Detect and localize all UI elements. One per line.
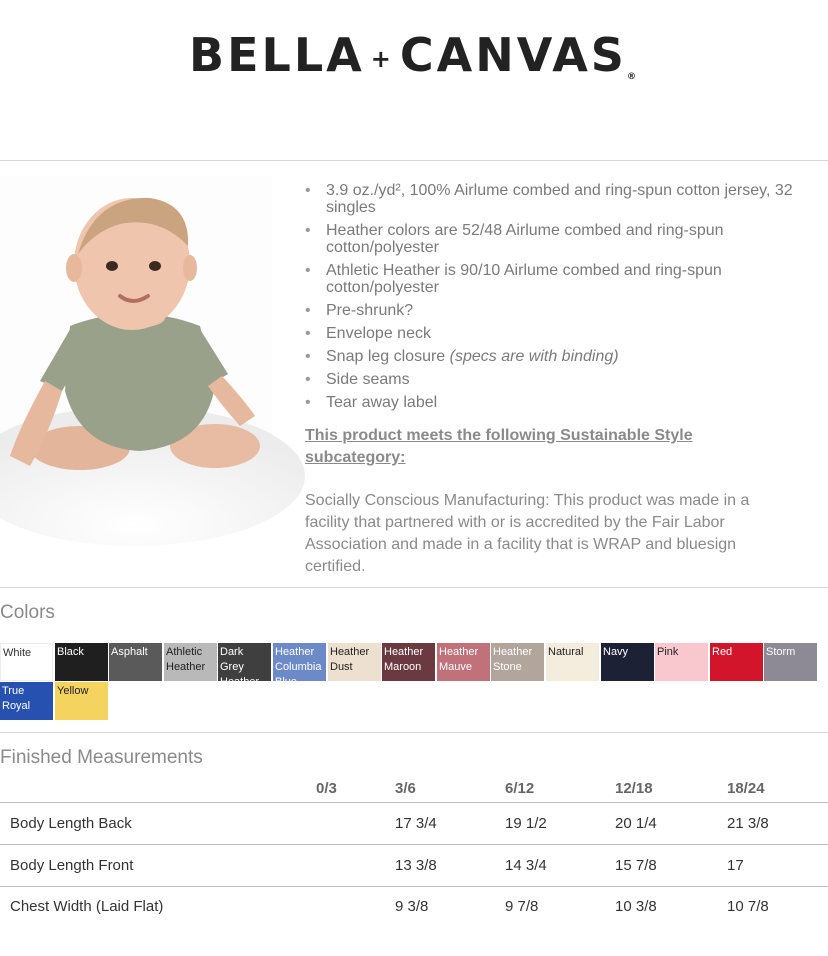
color-swatch-label: Black [57, 646, 84, 658]
color-swatch-label: White [3, 647, 32, 659]
row-label-body-length-back: Body Length Back [10, 815, 132, 832]
table-cell: 10 7/8 [727, 898, 769, 915]
feature-item [305, 394, 805, 411]
color-swatch-heather-dust[interactable] [328, 643, 381, 681]
colors-title: Colors [0, 602, 55, 623]
feature-item [305, 262, 805, 296]
color-swatch-label: Natural [548, 646, 584, 658]
color-swatch-label: Asphalt [111, 646, 148, 658]
color-swatch-yellow[interactable] [55, 682, 108, 720]
divider [0, 732, 828, 733]
table-cell: 15 7/8 [615, 857, 657, 874]
table-rule [0, 886, 828, 887]
color-swatch-storm[interactable] [764, 643, 817, 681]
feature-item [305, 222, 805, 256]
color-swatch-label: Yellow [57, 685, 89, 697]
color-swatch-navy[interactable] [601, 643, 654, 681]
color-swatch-heather-maroon[interactable] [382, 643, 435, 681]
row-label-body-length-front: Body Length Front [10, 857, 134, 874]
color-swatch-heather-mauve[interactable] [437, 643, 490, 681]
color-swatch-asphalt[interactable] [109, 643, 162, 681]
color-swatch-label: Heather Stone [493, 646, 533, 673]
feature-text: Heather colors are 52/48 Airlume combed and ring-spun cotton/polyester [326, 222, 724, 256]
color-swatch-label: Storm [766, 646, 796, 658]
size-header-6-12: 6/12 [505, 780, 535, 797]
row-label-chest-width: Chest Width (Laid Flat) [10, 898, 164, 915]
registered-mark: ® [626, 72, 639, 82]
feature-text: Tear away label [326, 394, 438, 411]
table-cell: 20 1/4 [615, 815, 657, 832]
color-swatch-label: Heather Dust [330, 646, 370, 673]
color-swatch-white[interactable] [0, 643, 53, 681]
color-swatch-heather-stone[interactable] [491, 643, 544, 681]
color-swatch-label: True Royal [2, 685, 31, 712]
color-swatch-label: Red [712, 646, 733, 658]
brand-logo [0, 28, 828, 82]
color-swatch-athletic-heather[interactable] [164, 643, 217, 681]
brand-logo-canvas: CANVAS [399, 28, 627, 82]
table-cell: 19 1/2 [505, 815, 547, 832]
color-swatch-label: Navy [603, 646, 629, 658]
color-swatch-black[interactable] [55, 643, 108, 681]
size-header-3-6: 3/6 [395, 780, 416, 797]
feature-text: Snap leg closure [326, 348, 446, 365]
color-swatch-label: Pink [657, 646, 679, 658]
size-header-0-3: 0/3 [316, 780, 337, 797]
color-swatch-true-royal[interactable] [0, 682, 53, 720]
table-rule [0, 844, 828, 845]
table-cell: 10 3/8 [615, 898, 657, 915]
color-swatch-dark-grey-heather[interactable] [218, 643, 271, 688]
feature-list [305, 182, 805, 417]
size-header-12-18: 12/18 [615, 780, 653, 797]
table-cell: 17 [727, 857, 744, 874]
product-photo [0, 176, 272, 512]
table-cell: 9 7/8 [505, 898, 539, 915]
feature-text: Envelope neck [326, 325, 431, 342]
divider [0, 160, 828, 161]
color-swatch-label: Athletic Heather [166, 646, 206, 673]
color-swatch-label: Heather Columbia Blue [275, 646, 322, 688]
table-cell: 9 3/8 [395, 898, 429, 915]
feature-text: Athletic Heather is 90/10 Airlume combed and ring-spun cotton/polyester [326, 262, 722, 296]
feature-note: (specs are with binding) [449, 348, 619, 365]
brand-logo-bella: BELLA [189, 28, 365, 82]
color-swatch-heather-columbia-blue[interactable] [273, 643, 326, 688]
table-cell: 21 3/8 [727, 815, 769, 832]
sustainable-description: Socially Conscious Manufacturing: This product was made in a facility that partnered with or is accredited by the Fair Labor Association and made in a facility that is WRAP and bluesign certified. [305, 492, 750, 575]
color-swatch-label: Heather Maroon [384, 646, 424, 673]
table-cell: 13 3/8 [395, 857, 437, 874]
color-swatch-pink[interactable] [655, 643, 708, 681]
size-header-18-24: 18/24 [727, 780, 765, 797]
baby-bodysuit-illustration [0, 176, 272, 512]
table-rule [0, 802, 828, 803]
sustainable-heading: This product meets the following Sustainable Style subcategory: [305, 427, 693, 466]
feature-item [305, 302, 805, 319]
feature-text: 3.9 oz./yd², 100% Airlume combed and ring-spun cotton jersey, 32 singles [326, 182, 793, 216]
brand-logo-plus: + [370, 44, 394, 73]
color-swatch-natural[interactable] [546, 643, 599, 681]
feature-item [305, 182, 805, 216]
color-swatch-label: Dark Grey Heather [220, 646, 260, 688]
measurements-title: Finished Measurements [0, 747, 203, 768]
feature-item [305, 325, 805, 342]
table-cell: 14 3/4 [505, 857, 547, 874]
table-cell: 17 3/4 [395, 815, 437, 832]
color-swatch-label: Heather Mauve [439, 646, 479, 673]
feature-text: Pre-shrunk? [326, 302, 414, 319]
feature-text: Side seams [326, 371, 410, 388]
color-swatch-red[interactable] [710, 643, 763, 681]
feature-item [305, 348, 805, 365]
divider [0, 587, 828, 588]
feature-item [305, 371, 805, 388]
